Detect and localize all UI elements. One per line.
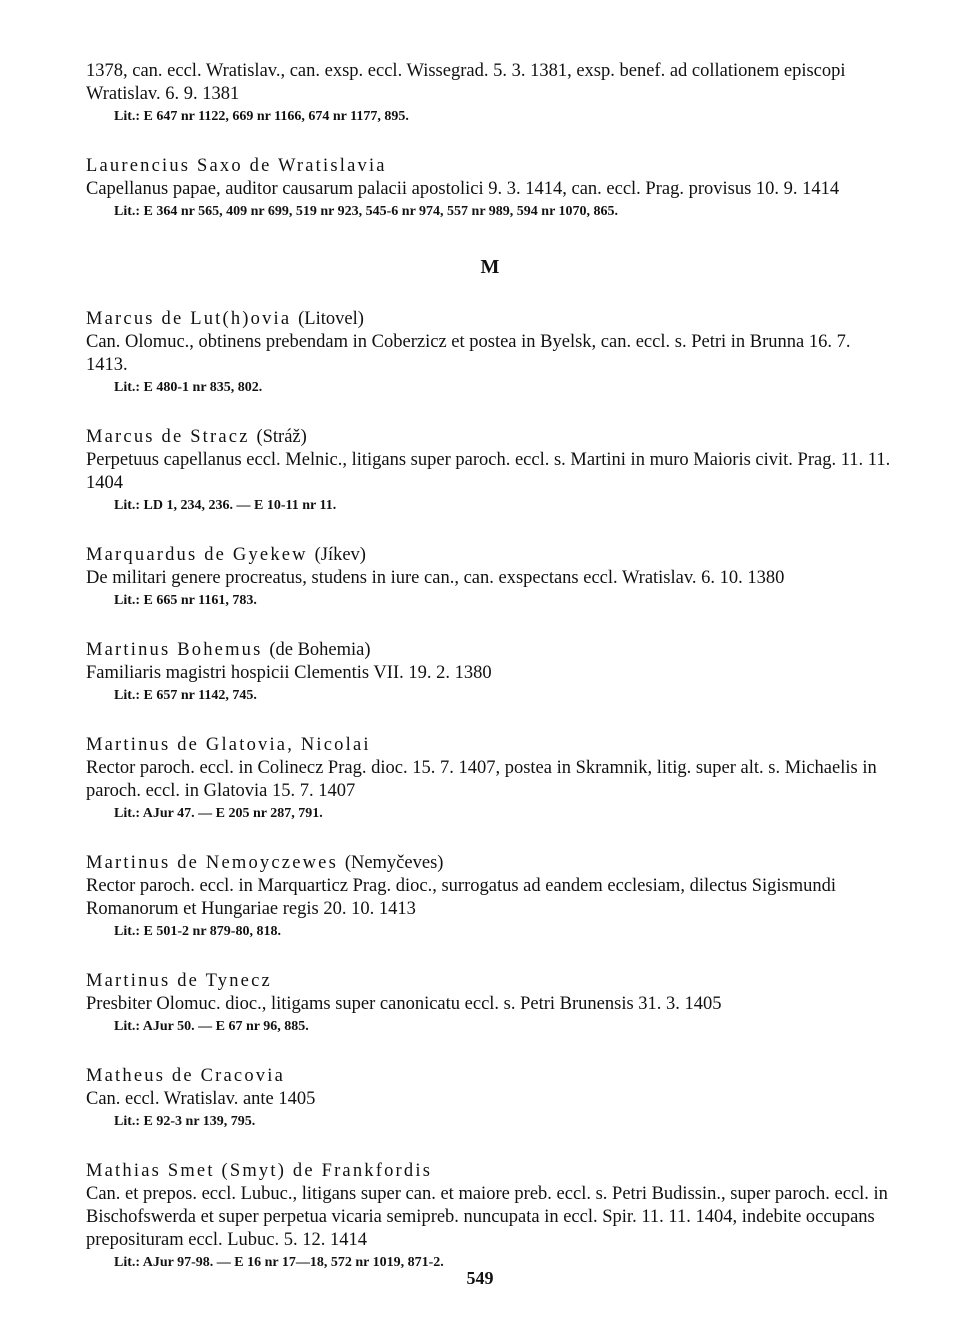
- entry-text: Rector paroch. eccl. in Colinecz Prag. dioc. 15. 7. 1407, postea in Skramnik, litig. super alt. s. Michaelis in paroch. eccl. in Glatovia 15. 7. 1407: [86, 758, 877, 801]
- entry-literature: Lit.: E 92-3 nr 139, 795.: [114, 1114, 256, 1129]
- entry-name-main: Martinus de Nemoyczewes: [86, 853, 338, 873]
- entry-literature: Lit.: AJur 97-98. — E 16 nr 17—18, 572 nr 1019, 871-2.: [114, 1255, 444, 1270]
- entry-text: Presbiter Olomuc. dioc., litigams super canonicatu eccl. s. Petri Brunensis 31. 3. 1405: [86, 994, 722, 1014]
- entry-name: [86, 154, 894, 178]
- page-number: 549: [466, 1268, 494, 1288]
- section-letter: M: [480, 256, 500, 278]
- entry-literature: Lit.: AJur 47. — E 205 nr 287, 791.: [114, 806, 323, 821]
- entry-name-main: Matheus de Cracovia: [86, 1066, 285, 1086]
- entry-text: Can. Olomuc., obtinens prebendam in Coberzicz et postea in Byelsk, can. eccl. s. Petri in Brunna 16. 7. 1413.: [86, 332, 851, 375]
- entry-text: Familiaris magistri hospicii Clementis VII. 19. 2. 1380: [86, 663, 492, 683]
- entry-literature: Lit.: E 364 nr 565, 409 nr 699, 519 nr 923, 545-6 nr 974, 557 nr 989, 594 nr 1070, 865.: [114, 204, 619, 219]
- entry-martinus-bohemus: [86, 638, 894, 705]
- entry-name: [86, 425, 894, 449]
- entry-text: Rector paroch. eccl. in Marquarticz Prag. dioc., surrogatus ad eandem ecclesiam, dilectus Sigismundi Romanorum et Hungariae regis 20. 10. 1413: [86, 876, 837, 919]
- entry-name-note: (Litovel): [298, 309, 364, 329]
- entry-literature: Lit.: LD 1, 234, 236. — E 10-11 nr 11.: [114, 498, 337, 513]
- entry-name: [86, 543, 894, 567]
- entry-name-main: Martinus Bohemus: [86, 640, 263, 660]
- entry-text: Perpetuus capellanus eccl. Melnic., litigans super paroch. eccl. s. Martini in muro Maioris civit. Prag. 11. 11. 1404: [86, 450, 891, 493]
- entry-martinus-nemoyczewes: [86, 851, 894, 941]
- entry-name-note: (Stráž): [256, 427, 307, 447]
- entry-literature: Lit.: E 501-2 nr 879-80, 818.: [114, 924, 281, 939]
- entry-name: [86, 638, 894, 662]
- entry-name: [86, 969, 894, 993]
- entry-literature: Lit.: AJur 50. — E 67 nr 96, 885.: [114, 1019, 309, 1034]
- entry-name: [86, 1159, 894, 1183]
- entry-literature: Lit.: E 657 nr 1142, 745.: [114, 688, 257, 703]
- entry-mathias-smet: [86, 1159, 894, 1272]
- document-page: [86, 60, 894, 1272]
- entry-text: Capellanus papae, auditor causarum palacii apostolici 9. 3. 1414, can. eccl. Prag. provisus 10. 9. 1414: [86, 179, 840, 199]
- entry-text: 1378, can. eccl. Wratislav., can. exsp. eccl. Wissegrad. 5. 3. 1381, exsp. benef. ad collationem episcopi Wratislav. 6. 9. 1381: [86, 61, 846, 104]
- entry-name-note: (Jíkev): [314, 545, 366, 565]
- entry-name-main: Martinus de Glatovia, Nicolai: [86, 735, 371, 755]
- entry-name: [86, 307, 894, 331]
- entry-marcus-lutovia: [86, 307, 894, 397]
- entry-laurencius: [86, 154, 894, 221]
- entry-name: [86, 1064, 894, 1088]
- entry-name-note: (Nemyčeves): [344, 853, 444, 873]
- entry-literature: Lit.: E 665 nr 1161, 783.: [114, 593, 257, 608]
- entry-text: Can. eccl. Wratislav. ante 1405: [86, 1089, 316, 1109]
- entry-name-note: (de Bohemia): [269, 640, 371, 660]
- entry-name: [86, 733, 894, 757]
- entry-text: De militari genere procreatus, studens in iure can., can. exspectans eccl. Wratislav. 6. 10. 1380: [86, 568, 785, 588]
- entry-name-main: Marquardus de Gyekew: [86, 545, 308, 565]
- entry-name-main: Marcus de Lut(h)ovia: [86, 309, 292, 329]
- entry-marcus-stracz: [86, 425, 894, 515]
- entry-name-main: Martinus de Tynecz: [86, 971, 272, 991]
- entry-martinus-glatovia: [86, 733, 894, 823]
- entry-name-main: Laurencius Saxo de Wratislavia: [86, 156, 387, 176]
- entry-marquardus: [86, 543, 894, 610]
- entry-matheus-cracovia: [86, 1064, 894, 1131]
- entry-name-main: Mathias Smet (Smyt) de Frankfordis: [86, 1161, 433, 1181]
- entry-name-main: Marcus de Stracz: [86, 427, 250, 447]
- entry-literature: Lit.: E 480-1 nr 835, 802.: [114, 380, 263, 395]
- entry-continuation: [86, 60, 894, 126]
- entry-text: Can. et prepos. eccl. Lubuc., litigans super can. et maiore preb. eccl. s. Petri Budissin., super paroch. eccl. in Bischofswerda et super perpetua vicaria semipreb. nuncupata in eccl. Spir. 11. 11. 1404, indebite occupans preposituram eccl. Lubuc. 5. 12. 1414: [86, 1184, 888, 1250]
- entry-martinus-tynecz: [86, 969, 894, 1036]
- entry-literature: Lit.: E 647 nr 1122, 669 nr 1166, 674 nr 1177, 895.: [114, 109, 409, 124]
- entry-name: [86, 851, 894, 875]
